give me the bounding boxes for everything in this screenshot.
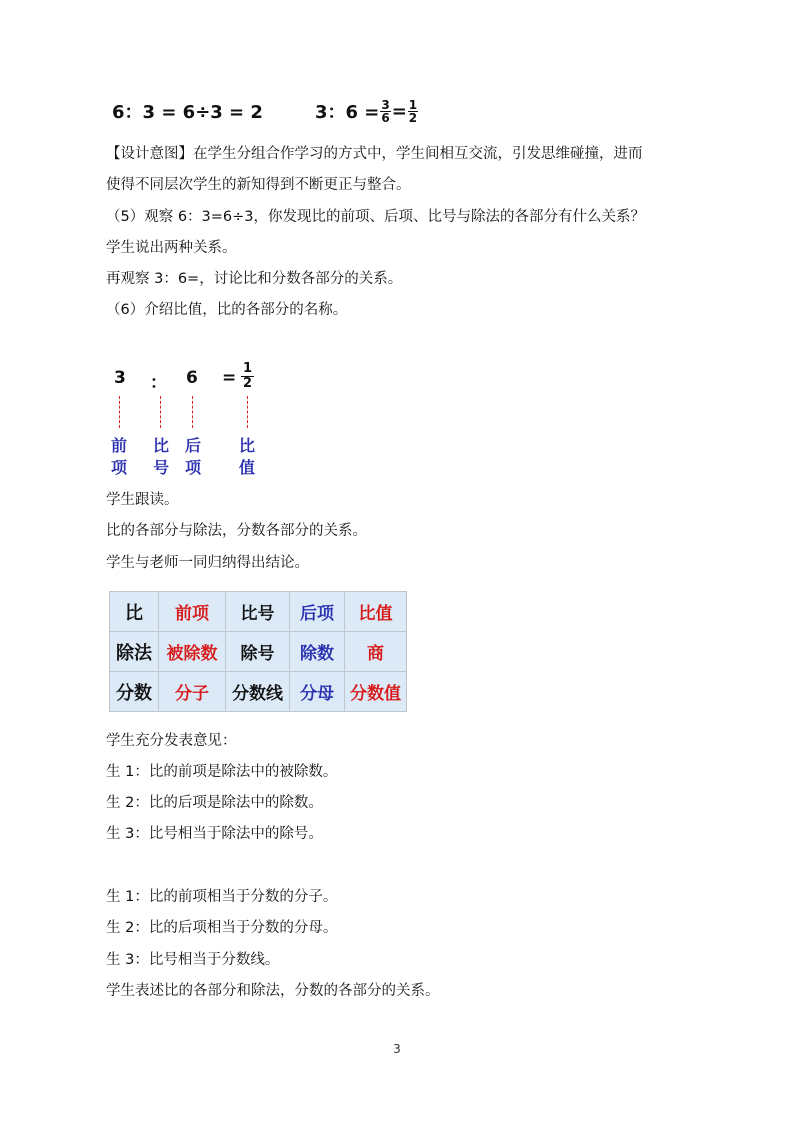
- student-1-fraction: 生 1：比的前项相当于分数的分子。: [106, 889, 338, 905]
- label-char: 值: [238, 458, 255, 477]
- label-char: 前: [110, 436, 127, 455]
- student-1-division: 生 1：比的前项是除法中的被除数。: [106, 764, 338, 780]
- equals-sign: =: [391, 100, 407, 122]
- table-cell: 商: [345, 632, 407, 672]
- row-header-division: 除法: [110, 632, 159, 672]
- label-char: 号: [152, 458, 169, 477]
- label-ratio-value: [237, 435, 257, 479]
- equation-fraction-prefix: 3：6 =: [314, 102, 380, 123]
- table-cell: 被除数: [159, 632, 226, 672]
- pointer-line-value: [247, 396, 248, 428]
- student-3-division: 生 3：比号相当于除法中的除号。: [106, 826, 323, 842]
- table-cell: 分母: [290, 672, 345, 712]
- fraction-three-sixths: [380, 99, 390, 124]
- fraction-numerator: 3: [381, 97, 390, 112]
- table-cell: 除数: [290, 632, 345, 672]
- design-intent-line-2: 使得不同层次学生的新知得到不断更正与整合。: [106, 177, 411, 193]
- ratio-division-fraction-table: [109, 591, 407, 712]
- fraction-numerator: 1: [243, 361, 253, 376]
- table-cell: 除号: [226, 632, 290, 672]
- label-char: 后: [184, 436, 201, 455]
- label-char: 项: [184, 458, 201, 477]
- student-2-fraction: 生 2：比的后项相当于分数的分母。: [106, 920, 338, 936]
- table-row: [110, 672, 407, 712]
- ratio-equals: =: [222, 368, 237, 388]
- table-cell: 比号: [226, 592, 290, 632]
- table-cell: 分数值: [345, 672, 407, 712]
- conclusion-intro: 学生与老师一同归纳得出结论。: [106, 555, 309, 571]
- label-char: 比: [152, 436, 169, 455]
- observe-again: 再观察 3：6=，讨论比和分数各部分的关系。: [106, 271, 403, 287]
- equation-division: 6：3 = 6÷3 = 2: [112, 102, 263, 123]
- relation-intro: 比的各部分与除法，分数各部分的关系。: [106, 523, 367, 539]
- table-row: [110, 592, 407, 632]
- fraction-denominator: 6: [381, 110, 390, 125]
- table-cell: 前项: [159, 592, 226, 632]
- fraction-denominator: 2: [243, 376, 253, 391]
- label-char: 项: [110, 458, 127, 477]
- students-summarize: 学生表述比的各部分和除法，分数的各部分的关系。: [106, 983, 440, 999]
- pointer-line-antecedent: [119, 396, 120, 428]
- table-cell: 分子: [159, 672, 226, 712]
- fraction-one-half: [408, 99, 418, 124]
- table-cell: 比值: [345, 592, 407, 632]
- page-number: 3: [393, 1042, 401, 1056]
- pointer-line-colon: [160, 396, 161, 428]
- ratio-consequent: 6: [186, 368, 198, 388]
- label-consequent: [183, 435, 203, 479]
- ratio-equation-heading: [112, 98, 419, 124]
- student-2-division: 生 2：比的后项是除法中的除数。: [106, 795, 323, 811]
- table-cell: 分数线: [226, 672, 290, 712]
- pointer-line-consequent: [192, 396, 193, 428]
- students-read-along: 学生跟读。: [106, 492, 179, 508]
- table-cell: 后项: [290, 592, 345, 632]
- fraction-numerator: 1: [408, 97, 418, 112]
- label-char: 比: [238, 436, 255, 455]
- step-6-intro: （6）介绍比值，比的各部分的名称。: [106, 302, 348, 318]
- ratio-colon: ：: [150, 373, 167, 393]
- design-intent-line-1: 【设计意图】在学生分组合作学习的方式中，学生间相互交流，引发思维碰撞，进而: [106, 146, 643, 162]
- fraction-denominator: 2: [408, 110, 418, 125]
- students-discuss: 学生充分发表意见：: [106, 733, 237, 749]
- ratio-antecedent: 3: [114, 368, 126, 388]
- student-response: 学生说出两种关系。: [106, 240, 237, 256]
- label-ratio-sign: [151, 435, 171, 479]
- student-3-fraction: 生 3：比号相当于分数线。: [106, 952, 280, 968]
- row-header-ratio: 比: [110, 592, 159, 632]
- row-header-fraction: 分数: [110, 672, 159, 712]
- label-antecedent: [109, 435, 129, 479]
- ratio-value-fraction: [241, 362, 254, 391]
- step-5-question: （5）观察 6：3=6÷3，你发现比的前项、后项、比号与除法的各部分有什么关系？: [106, 209, 646, 225]
- table-row: [110, 632, 407, 672]
- ratio-parts-diagram: [106, 362, 306, 487]
